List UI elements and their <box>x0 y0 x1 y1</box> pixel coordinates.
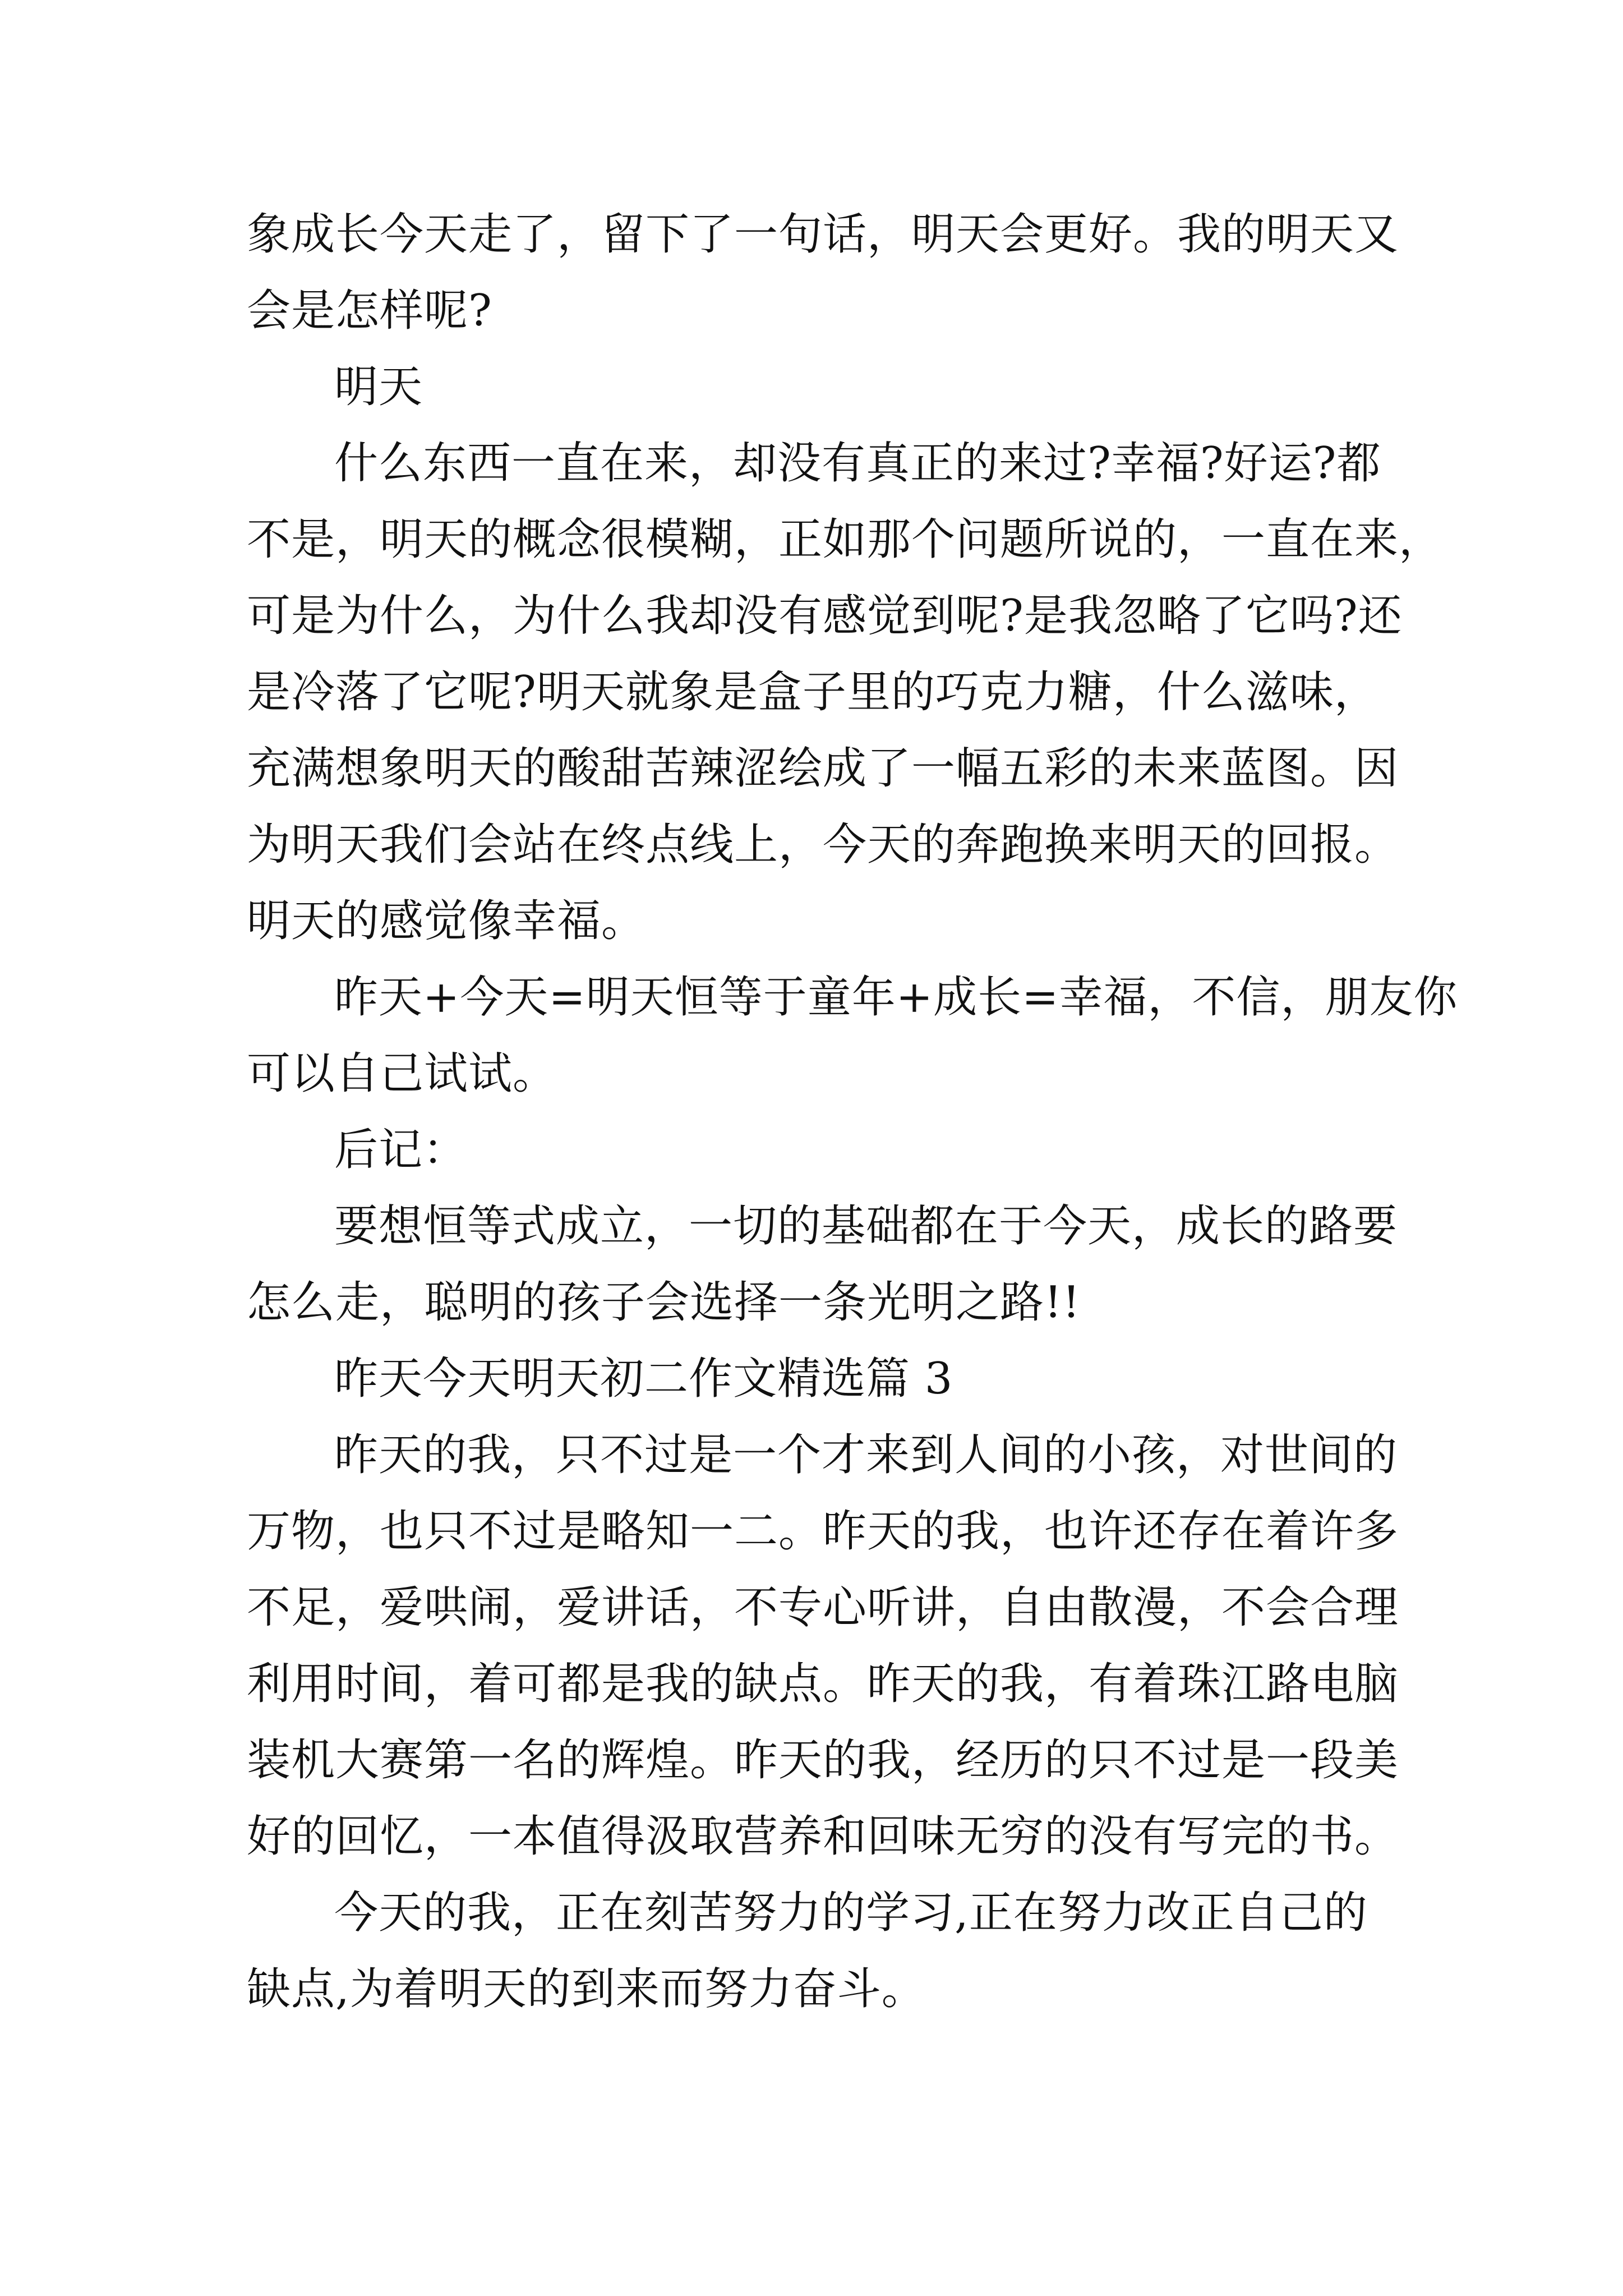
section-heading: 后记： <box>334 1125 468 1175</box>
text-line: 可以自己试试。 <box>247 1048 557 1099</box>
text-line: 昨天的我，只不过是一个才来到人间的小孩，对世间的 <box>334 1430 1398 1480</box>
text-line: 会是怎样呢? <box>247 286 492 336</box>
body-text <box>247 196 1458 2027</box>
text-line: 万物，也只不过是略知一二。昨天的我，也许还存在着许多 <box>247 1506 1399 1557</box>
text-line: 不是，明天的概念很模糊，正如那个问题所说的，一直在来， <box>247 514 1444 565</box>
text-line: 昨天+今天=明天恒等于童年+成长=幸福，不信，朋友你 <box>334 972 1458 1023</box>
text-line: 装机大赛第一名的辉煌。昨天的我，经历的只不过是一段美 <box>247 1735 1399 1786</box>
text-line: 好的回忆，一本值得汲取营养和回味无穷的没有写完的书。 <box>247 1811 1399 1862</box>
text-line: 利用时间，着可都是我的缺点。昨天的我，有着珠江路电脑 <box>247 1659 1399 1709</box>
section-heading: 昨天今天明天初二作文精选篇 3 <box>334 1354 953 1404</box>
text-line: 明天的感觉像幸福。 <box>247 896 646 946</box>
text-line: 今天的我，正在刻苦努力的学习,正在努力改正自己的 <box>334 1888 1368 1938</box>
text-line: 缺点,为着明天的到来而努力奋斗。 <box>247 1964 926 2014</box>
text-line: 充满想象明天的酸甜苦辣涩绘成了一幅五彩的未来蓝图。因 <box>247 743 1399 794</box>
text-line: 什么东西一直在来，却没有真正的来过?幸福?好运?都 <box>334 438 1381 489</box>
text-line: 可是为什么，为什么我却没有感觉到呢?是我忽略了它吗?还 <box>247 591 1403 641</box>
text-line: 不足，爱哄闹，爱讲话，不专心听讲，自由散漫，不会合理 <box>247 1582 1399 1633</box>
text-line: 为明天我们会站在终点线上，今天的奔跑换来明天的回报。 <box>247 820 1399 870</box>
text-line: 是冷落了它呢?明天就象是盒子里的巧克力糖，什么滋味， <box>247 667 1378 717</box>
section-heading: 明天 <box>334 362 423 412</box>
text-line: 象成长今天走了，留下了一句话，明天会更好。我的明天又 <box>247 209 1399 260</box>
text-line: 要想恒等式成立，一切的基础都在于今天，成长的路要 <box>334 1201 1398 1251</box>
text-line: 怎么走，聪明的孩子会选择一条光明之路!! <box>247 1277 1081 1328</box>
